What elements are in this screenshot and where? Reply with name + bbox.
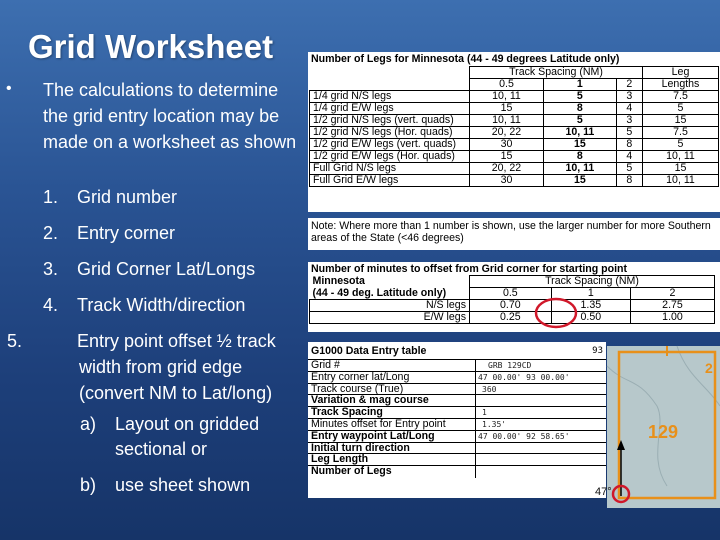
table-row xyxy=(308,419,606,431)
step-text: Grid number xyxy=(77,187,178,207)
cell: 10, 11 xyxy=(643,175,719,187)
cell: 0.70 xyxy=(470,300,552,312)
cell: 20, 22 xyxy=(470,163,544,175)
cell: 15 xyxy=(643,115,719,127)
bullet-marker: • xyxy=(6,80,12,97)
g1000-table-panel xyxy=(308,342,606,498)
step-5 xyxy=(7,328,305,406)
row-label: Entry waypoint Lat/Long xyxy=(308,431,476,442)
g1000-title-row xyxy=(308,342,606,360)
cell: 10, 11 xyxy=(470,91,544,103)
spacing-header: 2 xyxy=(616,79,642,91)
step-number: 2. xyxy=(43,223,59,243)
substep-letter: a) xyxy=(80,414,97,434)
step-text: Track Width/direction xyxy=(77,295,246,315)
cell: 0.50 xyxy=(551,312,630,324)
cell: 5 xyxy=(616,127,642,139)
step-text: Grid Corner Lat/Longs xyxy=(77,259,256,279)
spacing-header: 2 xyxy=(630,288,714,300)
row-value xyxy=(476,384,606,395)
row-label: Variation & mag course xyxy=(308,395,476,406)
offset-table-panel xyxy=(308,262,720,332)
spacing-header: 0.5 xyxy=(470,79,544,91)
row-label: Minutes offset for Entry point xyxy=(308,419,476,430)
table-row xyxy=(308,372,606,384)
cell: 10, 11 xyxy=(543,163,616,175)
cell: 2.75 xyxy=(630,300,714,312)
g1000-title: G1000 Data Entry table xyxy=(311,345,427,357)
handwritten-value: 47 00.00' 92 58.65' xyxy=(478,431,570,441)
spacing-header: 1 xyxy=(543,79,616,91)
g1000-corner-note: 93 xyxy=(592,346,603,356)
row-value xyxy=(476,466,606,478)
cell: 8 xyxy=(616,139,642,151)
row-label: N/S legs xyxy=(310,300,470,312)
map-corner-label: 47° xyxy=(595,486,612,498)
cell: 1.35 xyxy=(551,300,630,312)
cell: 15 xyxy=(470,103,544,115)
row-label: Full Grid E/W legs xyxy=(310,175,470,187)
step-number: 1. xyxy=(43,187,59,207)
cell: 5 xyxy=(543,91,616,103)
leg-lengths-header: Leg xyxy=(643,67,719,79)
step-number: 3. xyxy=(43,259,59,279)
cell: 3 xyxy=(616,91,642,103)
row-value xyxy=(476,407,606,418)
cell: 15 xyxy=(543,139,616,151)
legs-table-title: Number of Legs for Minnesota (44 - 49 degrees Latitude only) xyxy=(311,53,620,65)
cell: 15 xyxy=(643,163,719,175)
cell: 1.00 xyxy=(630,312,714,324)
step-2 xyxy=(43,220,305,246)
map-grid-number: 129 xyxy=(648,422,679,442)
row-label: 1/4 grid N/S legs xyxy=(310,91,470,103)
cell: 15 xyxy=(543,175,616,187)
row-value xyxy=(476,360,606,371)
handwritten-value: GRB 129CD xyxy=(488,361,532,370)
row-label: 1/2 grid E/W legs (vert. quads) xyxy=(310,139,470,151)
row-value xyxy=(476,419,606,430)
offset-sub2: (44 - 49 deg. Latitude only) xyxy=(312,286,447,299)
cell: 4 xyxy=(616,151,642,163)
cell: 10, 11 xyxy=(470,115,544,127)
highlight-circle xyxy=(533,296,579,330)
table-row xyxy=(308,431,606,443)
row-value xyxy=(476,443,606,454)
cell: 4 xyxy=(616,103,642,115)
cell: 0.25 xyxy=(470,312,552,324)
row-value xyxy=(476,431,606,442)
handwritten-value: 1.35' xyxy=(482,419,507,429)
row-label: 1/4 grid E/W legs xyxy=(310,103,470,115)
cell: 5 xyxy=(543,115,616,127)
intro-text: The calculations to determine the grid entry location may be made on a worksheet as shown xyxy=(43,80,297,152)
row-label: Leg Length xyxy=(308,454,476,465)
row-label: Initial turn direction xyxy=(308,443,476,454)
step-number: 5. xyxy=(7,331,23,351)
row-value xyxy=(476,395,606,406)
row-label: 1/2 grid N/S legs (vert. quads) xyxy=(310,115,470,127)
step-1 xyxy=(43,184,305,210)
handwritten-value: 47 00.00' 93 00.00' xyxy=(478,372,570,382)
spacing-header: 0.5 xyxy=(470,288,552,300)
handwritten-value: 360 xyxy=(482,384,497,394)
row-value xyxy=(476,372,606,383)
row-label: 1/2 grid E/W legs (Hor. quads) xyxy=(310,151,470,163)
step-number: 4. xyxy=(43,295,59,315)
cell: 10, 11 xyxy=(543,127,616,139)
step-text: Entry corner xyxy=(77,223,176,243)
table-row xyxy=(308,466,606,478)
substep-text: Layout on gridded sectional or xyxy=(115,414,260,459)
row-label: 1/2 grid N/S legs (Hor. quads) xyxy=(310,127,470,139)
step-3 xyxy=(43,256,305,282)
cell: 8 xyxy=(543,151,616,163)
row-value xyxy=(476,454,606,465)
cell: 8 xyxy=(543,103,616,115)
table-row xyxy=(310,127,719,139)
table-row xyxy=(310,312,715,324)
step-4 xyxy=(43,292,305,318)
cell: 30 xyxy=(470,139,544,151)
leg-lengths-header-2: Lengths xyxy=(643,79,719,91)
offset-sub1: Minnesota xyxy=(312,275,365,287)
substep-b xyxy=(80,473,300,498)
offset-table-title: Number of minutes to offset from Grid corner for starting point xyxy=(311,263,628,275)
legs-table xyxy=(309,66,719,187)
cell: 7.5 xyxy=(643,127,719,139)
cell: 7.5 xyxy=(643,91,719,103)
table-row xyxy=(310,163,719,175)
legs-table-panel xyxy=(308,52,720,212)
table-row xyxy=(310,115,719,127)
substep-a xyxy=(80,412,300,462)
table-row xyxy=(310,175,719,187)
table-row xyxy=(310,103,719,115)
table-row xyxy=(310,151,719,163)
row-label: Track Spacing xyxy=(308,407,476,418)
row-label: E/W legs xyxy=(310,312,470,324)
substep-letter: b) xyxy=(80,475,97,495)
substep-text: use sheet shown xyxy=(115,475,251,495)
legs-note: Note: Where more than 1 number is shown, use the larger number for more Southern areas of the State (<46 degrees) xyxy=(308,218,720,250)
cell: 30 xyxy=(470,175,544,187)
row-label: Number of Legs xyxy=(308,466,476,478)
map-top-label: 2 xyxy=(705,360,713,376)
row-label: Entry corner lat/Long xyxy=(308,372,476,383)
cell: 15 xyxy=(470,151,544,163)
row-label: Full Grid N/S legs xyxy=(310,163,470,175)
track-spacing-header: Track Spacing (NM) xyxy=(470,276,715,288)
table-row xyxy=(310,139,719,151)
slide-title: Grid Worksheet xyxy=(28,28,274,65)
cell: 5 xyxy=(643,139,719,151)
cell: 5 xyxy=(643,103,719,115)
cell: 20, 22 xyxy=(470,127,544,139)
row-label: Track course (True) xyxy=(308,384,476,395)
cell: 3 xyxy=(616,115,642,127)
offset-table xyxy=(309,275,715,324)
spacing-header: 1 xyxy=(551,288,630,300)
table-row xyxy=(310,91,719,103)
cell: 10, 11 xyxy=(643,151,719,163)
table-row xyxy=(310,300,715,312)
cell: 5 xyxy=(616,163,642,175)
cell: 8 xyxy=(616,175,642,187)
step-text: Entry point offset ½ track width from grid edge (convert NM to Lat/long) xyxy=(77,331,276,403)
handwritten-value: 1 xyxy=(482,408,487,418)
track-spacing-header: Track Spacing (NM) xyxy=(470,67,643,79)
row-label: Grid # xyxy=(308,360,476,371)
